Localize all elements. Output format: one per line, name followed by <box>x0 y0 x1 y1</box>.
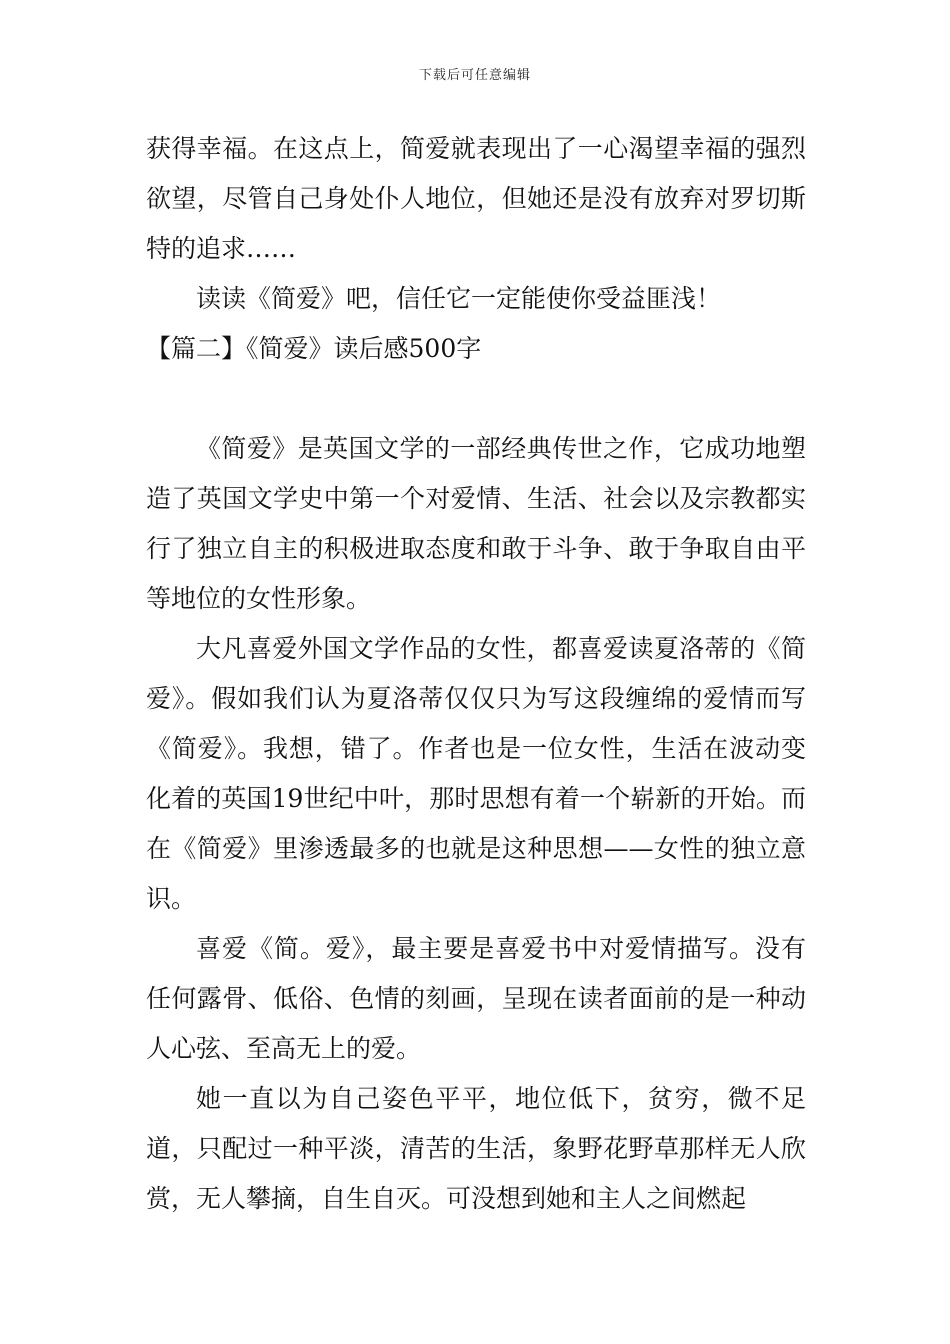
paragraph-intro: 《简爱》是英国文学的一部经典传世之作，它成功地塑造了英国文学史中第一个对爱情、生活、社会以及宗教都实行了独立自主的积极进取态度和敢于斗争、敢于争取自由平等地位的女性形象。 <box>146 434 806 613</box>
paragraph-theme: 大凡喜爱外国文学作品的女性，都喜爱读夏洛蒂的《简爱》。假如我们认为夏洛蒂仅仅只为写这段缠绵的爱情而写《简爱》。我想，错了。作者也是一位女性，生活在波动变化着的英国19世纪中叶，那时思想有着一个崭新的开始。而在《简爱》里渗透最多的也就是这种思想——女性的独立意识。 <box>146 634 806 913</box>
blank-line <box>146 374 806 424</box>
section-heading: 【篇二】《简爱》读后感500字 <box>146 334 482 363</box>
paragraph-heroine: 她一直以为自己姿色平平，地位低下，贫穷，微不足道，只配过一种平淡，清苦的生活，象野花野草那样无人欣赏，无人攀摘，自生自灭。可没想到她和主人之间燃起 <box>146 1084 806 1213</box>
page-header: 下载后可任意编辑 <box>418 68 531 83</box>
paragraph-continuation: 获得幸福。在这点上，简爱就表现出了一心渴望幸福的强烈欲望，尽管自己身处仆人地位，但她还是没有放弃对罗切斯特的追求…… <box>146 134 806 263</box>
paragraph-recommendation: 读读《简爱》吧，信任它一定能使你受益匪浅！ <box>196 284 722 313</box>
paragraph-love: 喜爱《简。爱》，最主要是喜爱书中对爱情描写。没有任何露骨、低俗、色情的刻画，呈现在读者面前的是一种动人心弦、至高无上的爱。 <box>146 934 806 1063</box>
document-body <box>146 124 806 1224</box>
